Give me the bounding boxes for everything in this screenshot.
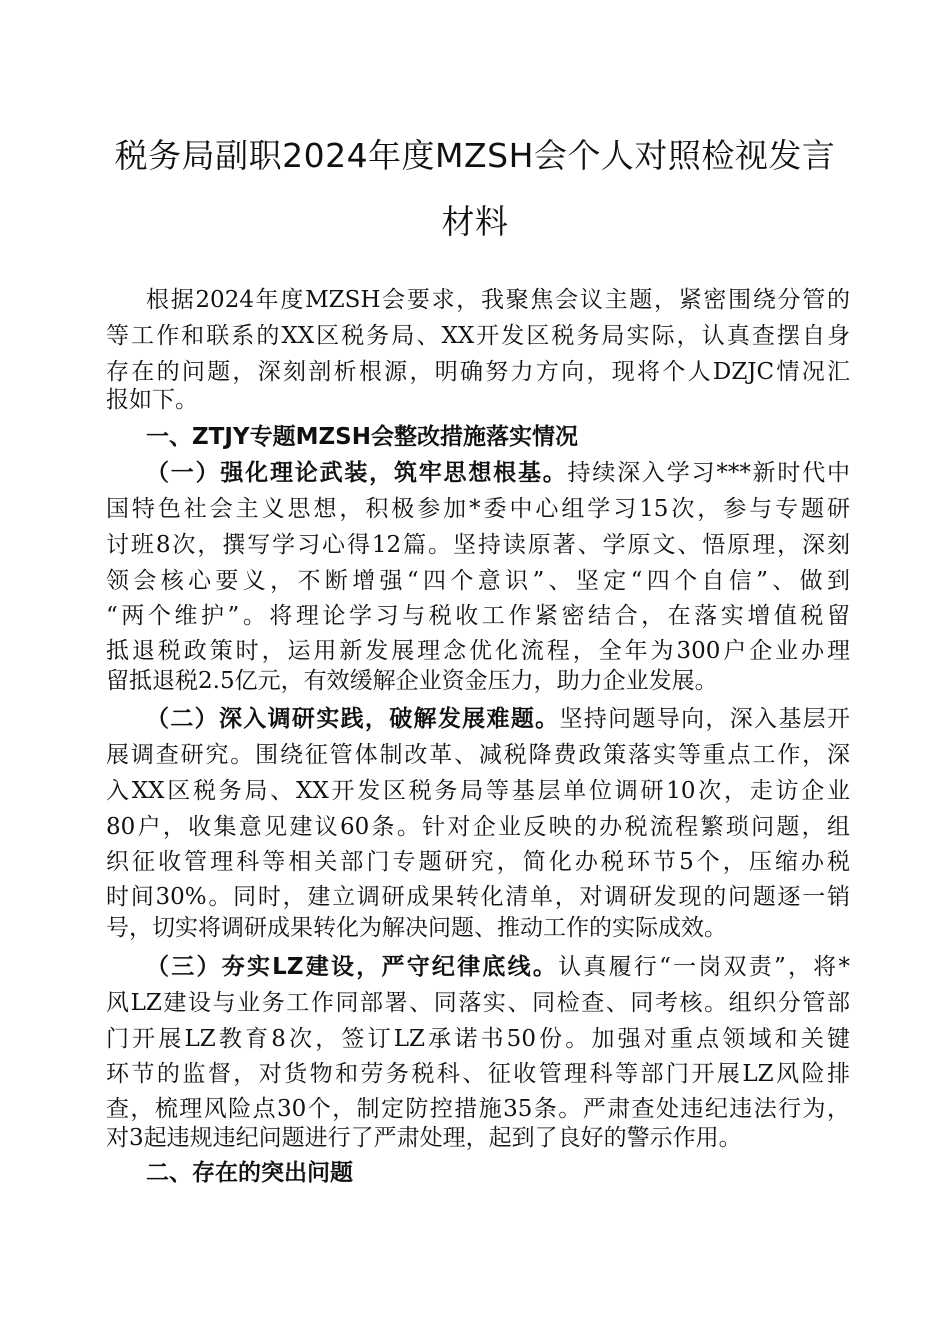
item-2-line: 展调查研究。围绕征管体制改革、减税降费政策落实等重点工作，深 [106, 742, 850, 768]
item-3-line: 门开展LZ教育8次，签订LZ承诺书50份。加强对重点领域和关键 [106, 1026, 850, 1052]
item-2-line: 时间30%。同时，建立调研成果转化清单，对调研发现的问题逐一销 [106, 884, 850, 910]
item-3-line: 对3起违规违纪问题进行了严肃处理，起到了良好的警示作用。 [106, 1125, 742, 1151]
item-3-line: 环节的监督，对货物和劳务税科、征收管理科等部门开展LZ风险排 [106, 1061, 850, 1087]
document-title-line-2: 材料 [441, 202, 509, 241]
item-3-first-line-text: 认真履行“一岗双责”，将* [558, 954, 850, 980]
item-3-first-line [146, 949, 850, 985]
item-2-line: 入XX区税务局、XX开发区税务局等基层单位调研10次，走访企业 [106, 778, 850, 804]
item-2-lead: （二）深入调研实践，破解发展难题。 [146, 706, 560, 732]
item-1-lead: （一）强化理论武装，筑牢思想根基。 [146, 460, 568, 486]
section-1-heading: 一、ZTJY专题MZSH会整改措施落实情况 [146, 424, 578, 450]
item-1-line: 留抵退税2.5亿元，有效缓解企业资金压力，助力企业发展。 [106, 668, 718, 694]
item-1-line: 领会核心要义，不断增强“四个意识”、坚定“四个自信”、做到 [106, 568, 850, 594]
intro-line-4: 报如下。 [106, 387, 198, 413]
item-1-line: “两个维护”。将理论学习与税收工作紧密结合，在落实增值税留 [106, 603, 850, 629]
item-1-line: 国特色社会主义思想，积极参加*委中心组学习15次，参与专题研 [106, 496, 850, 522]
intro-line-3: 存在的问题，深刻剖析根源，明确努力方向，现将个人DZJC情况汇 [106, 359, 850, 385]
item-2-line: 织征收管理科等相关部门专题研究，简化办税环节5个，压缩办税 [106, 849, 850, 875]
section-2-heading: 二、存在的突出问题 [146, 1160, 353, 1186]
item-2-line: 号，切实将调研成果转化为解决问题、推动工作的实际成效。 [106, 915, 727, 941]
intro-line-1: 根据2024年度MZSH会要求，我聚焦会议主题，紧密围绕分管的 [146, 287, 850, 313]
item-3-line: 查，梳理风险点30个，制定防控措施35条。严肃查处违纪违法行为， [106, 1096, 850, 1122]
item-2-first-line [146, 701, 850, 737]
intro-line-2: 等工作和联系的XX区税务局、XX开发区税务局实际，认真查摆自身 [106, 323, 850, 349]
item-2-line: 80户，收集意见建议60条。针对企业反映的办税流程繁琐问题，组 [106, 814, 850, 840]
item-3-lead: （三）夯实LZ建设，严守纪律底线。 [146, 954, 559, 980]
item-3-line: 风LZ建设与业务工作同部署、同落实、同检查、同考核。组织分管部 [106, 990, 850, 1016]
item-1-first-line [146, 455, 850, 491]
item-1-first-line-text: 持续深入学习***新时代中 [567, 460, 850, 486]
document-title-line-1: 税务局副职2024年度MZSH会个人对照检视发言 [114, 136, 836, 175]
item-1-line: 抵退税政策时，运用新发展理念优化流程，全年为300户企业办理 [106, 638, 850, 664]
item-1-line: 讨班8次，撰写学习心得12篇。坚持读原著、学原文、悟原理，深刻 [106, 532, 850, 558]
item-2-first-line-text: 坚持问题导向，深入基层开 [559, 706, 850, 732]
